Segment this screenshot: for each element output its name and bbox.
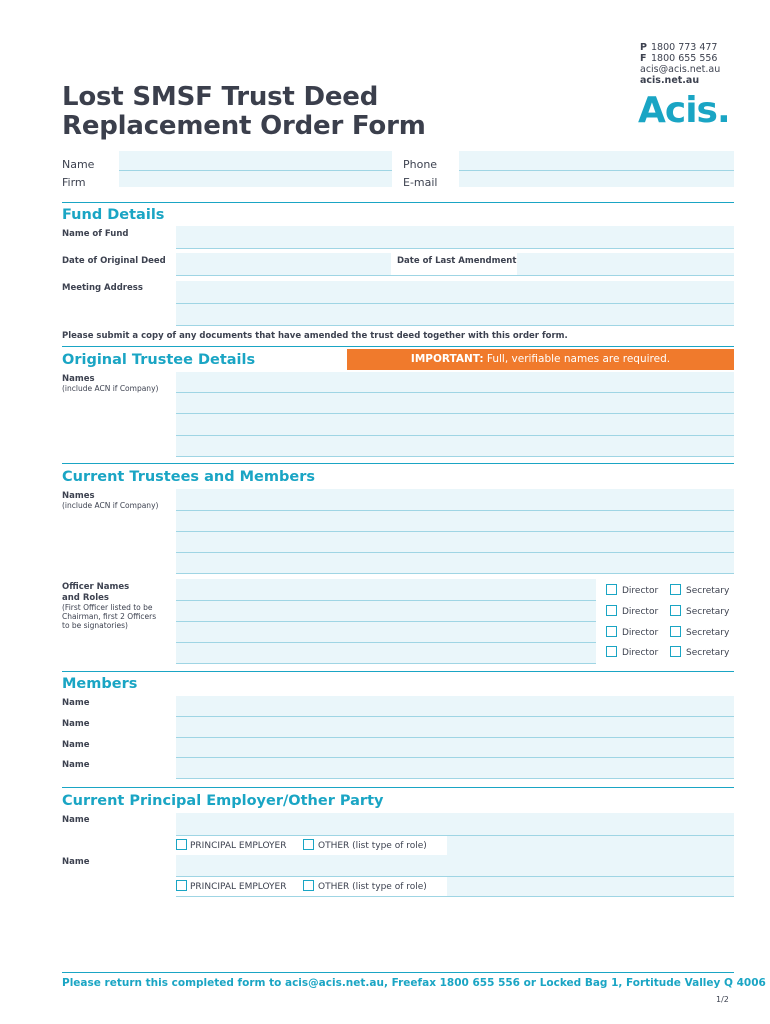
divider [176, 621, 596, 622]
firm-label: Firm [62, 176, 86, 189]
director-label: Director [622, 586, 659, 596]
divider [176, 642, 596, 643]
section-divider [62, 671, 734, 672]
divider [176, 737, 734, 738]
secretary-checkbox[interactable] [670, 646, 681, 657]
director-label: Director [622, 648, 659, 658]
current-trustees-heading: Current Trustees and Members [62, 469, 315, 485]
date-original-deed-label: Date of Original Deed [62, 256, 166, 266]
divider [176, 275, 734, 276]
secretary-checkbox[interactable] [670, 626, 681, 637]
divider [176, 552, 734, 553]
important-banner: IMPORTANT: Full, verifiable names are required. [347, 349, 734, 370]
original-names-sub: (include ACN if Company) [62, 384, 159, 393]
section-divider [62, 463, 734, 464]
members-heading: Members [62, 676, 138, 692]
section-divider [62, 346, 734, 347]
divider [176, 325, 734, 326]
divider [176, 456, 734, 457]
divider [176, 896, 734, 897]
divider [176, 413, 734, 414]
member-name-label: Name [62, 719, 90, 729]
name-of-fund-label: Name of Fund [62, 229, 129, 239]
contact-block [640, 42, 720, 86]
name-of-fund-field[interactable] [176, 226, 734, 248]
principal-employer-checkbox[interactable] [176, 880, 187, 891]
divider [176, 757, 734, 758]
meeting-address-label: Meeting Address [62, 283, 143, 293]
page-number: 1/2 [716, 995, 729, 1004]
date-last-amendment-field[interactable] [517, 253, 734, 275]
secretary-label: Secretary [686, 607, 730, 617]
other-role-checkbox[interactable] [303, 839, 314, 850]
contact-fax: F 1800 655 556 [640, 53, 718, 64]
principal-employer-checkbox[interactable] [176, 839, 187, 850]
section-divider [62, 202, 734, 203]
other-role-label: OTHER (list type of role) [318, 882, 427, 892]
divider [176, 716, 734, 717]
employer-role-field[interactable] [447, 836, 734, 855]
officer-sub-3: to be signatories) [62, 621, 128, 630]
principal-employer-label: PRINCIPAL EMPLOYER [190, 841, 287, 851]
divider [176, 573, 734, 574]
officer-roles-label: and Roles [62, 593, 109, 603]
original-trustees-heading: Original Trustee Details [62, 352, 256, 368]
member-name-label: Name [62, 740, 90, 750]
employer-name-field[interactable] [176, 813, 734, 835]
secretary-label: Secretary [686, 648, 730, 658]
contact-phone: P 1800 773 477 [640, 42, 718, 53]
secretary-checkbox[interactable] [670, 584, 681, 595]
director-label: Director [622, 607, 659, 617]
footer-instructions: Please return this completed form to acis@acis.net.au, Freefax 1800 655 556 or Locked Bag 1, Fortitude Valley Q 4006 [62, 977, 766, 989]
member-name-label: Name [62, 760, 90, 770]
employer-heading: Current Principal Employer/Other Party [62, 793, 384, 809]
original-names-label: Names [62, 374, 95, 384]
date-original-deed-field[interactable] [176, 253, 391, 275]
divider [176, 435, 734, 436]
director-checkbox[interactable] [606, 584, 617, 595]
section-divider [62, 787, 734, 788]
contact-web: acis.net.au [640, 75, 700, 86]
officer-sub-1: (First Officer listed to be [62, 603, 153, 612]
employer-name-label: Name [62, 857, 90, 867]
fund-details-heading: Fund Details [62, 207, 165, 223]
employer-role-field[interactable] [447, 877, 734, 896]
divider [176, 510, 734, 511]
director-checkbox[interactable] [606, 605, 617, 616]
employer-name-label: Name [62, 815, 90, 825]
footer-divider [62, 972, 734, 973]
divider [176, 303, 734, 304]
acis-logo: Acis. [638, 90, 730, 131]
firm-field[interactable] [119, 171, 392, 187]
employer-name-field[interactable] [176, 855, 734, 876]
phone-field[interactable] [459, 151, 734, 170]
divider [176, 663, 596, 664]
divider [176, 531, 734, 532]
current-names-label: Names [62, 491, 95, 501]
name-field[interactable] [119, 151, 392, 170]
officer-names-label: Officer Names [62, 582, 130, 592]
member-name-label: Name [62, 698, 90, 708]
page-title: Lost SMSF Trust Deed Replacement Order Form [62, 82, 426, 141]
director-label: Director [622, 628, 659, 638]
director-checkbox[interactable] [606, 646, 617, 657]
fund-note: Please submit a copy of any documents that have amended the trust deed together with this order form. [62, 331, 568, 341]
phone-label: Phone [403, 158, 438, 171]
divider [176, 778, 734, 779]
divider [176, 600, 596, 601]
secretary-checkbox[interactable] [670, 605, 681, 616]
name-label: Name [62, 158, 95, 171]
secretary-label: Secretary [686, 586, 730, 596]
current-names-sub: (include ACN if Company) [62, 501, 159, 510]
divider [176, 392, 734, 393]
director-checkbox[interactable] [606, 626, 617, 637]
principal-employer-label: PRINCIPAL EMPLOYER [190, 882, 287, 892]
other-role-checkbox[interactable] [303, 880, 314, 891]
divider [176, 248, 734, 249]
email-label: E-mail [403, 176, 438, 189]
date-last-amendment-label: Date of Last Amendment [397, 256, 517, 266]
officer-sub-2: Chairman, first 2 Officers [62, 612, 157, 621]
original-trustee-names-field[interactable] [176, 372, 734, 457]
contact-email: acis@acis.net.au [640, 64, 721, 75]
email-field[interactable] [459, 171, 734, 187]
other-role-label: OTHER (list type of role) [318, 841, 427, 851]
secretary-label: Secretary [686, 628, 730, 638]
